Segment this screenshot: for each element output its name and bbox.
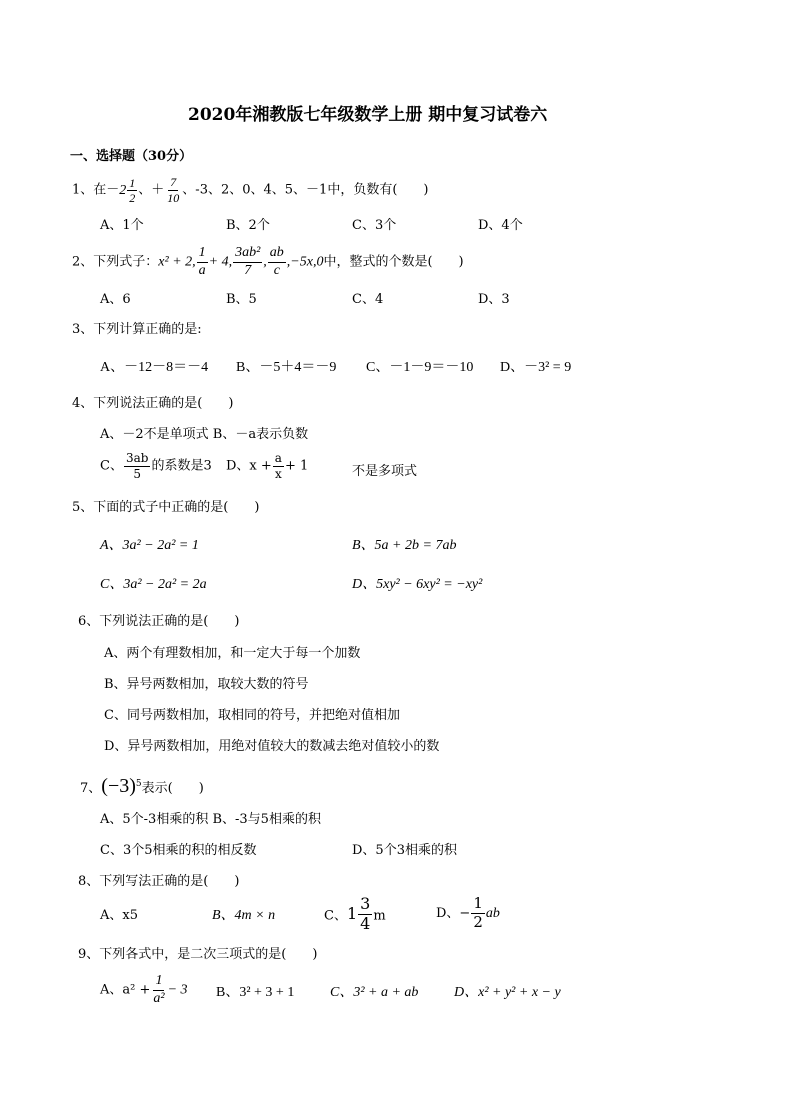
section-heading: 一、选择题（30分） xyxy=(70,149,193,164)
question-6: 6、下列说法正确的是( ) xyxy=(78,614,240,629)
question-5: 5、下面的式子中正确的是( ) xyxy=(72,500,260,515)
q9-a-den: a² xyxy=(153,990,165,1006)
q8-c-num: 3 xyxy=(360,894,371,913)
q1-mixed-number xyxy=(119,177,138,205)
q1-frac1-den: 2 xyxy=(129,191,136,206)
question-3: 3、下列计算正确的是: xyxy=(72,322,202,337)
q1-frac2-num: 7 xyxy=(170,175,177,189)
q1-option-d[interactable]: D、4个 xyxy=(478,218,523,233)
q2-f3-num: ab xyxy=(268,246,286,263)
q8-d-suffix: ab xyxy=(485,905,500,921)
q4-d-tail: 不是多项式 xyxy=(352,464,418,479)
q4-option-d[interactable] xyxy=(226,452,308,480)
q9-a-num: 1 xyxy=(153,974,164,991)
q6-option-c[interactable]: C、同号两数相加，取相同的符号，并把绝对值相加 xyxy=(104,708,400,723)
q2-f2-den: 7 xyxy=(244,262,252,278)
q5-option-b[interactable]: B、5a + 2b = 7ab xyxy=(352,538,457,553)
question-4: 4、下列说法正确的是( ) xyxy=(72,396,234,411)
q4-c-den: 5 xyxy=(133,466,142,481)
q8-c-whole: 1 xyxy=(346,904,358,924)
q7-option-d[interactable]: D、5个3相乘的积 xyxy=(352,843,457,858)
q2-sep: , xyxy=(263,254,267,270)
question-8: 8、下列写法正确的是( ) xyxy=(78,874,240,889)
q3-option-b[interactable]: B、－5＋4＝－9 xyxy=(236,360,337,375)
q9-option-a[interactable] xyxy=(100,974,188,1006)
page-title: 2020年湘教版七年级数学上册 期中复习试卷六 xyxy=(188,105,548,125)
q1-option-b[interactable]: B、2个 xyxy=(226,218,270,233)
q4-c-num: 3ab xyxy=(125,451,149,465)
q8-d-num: 1 xyxy=(473,894,483,912)
q4-d-num: a xyxy=(274,451,282,465)
q1-prefix: 1、在－ xyxy=(72,182,120,198)
q4-option-c[interactable] xyxy=(100,452,212,480)
q5-option-d[interactable]: D、5xy² − 6xy² = −xy² xyxy=(352,577,483,592)
q5-option-c[interactable]: C、3a² − 2a² = 2a xyxy=(100,577,207,592)
q8-c-den: 4 xyxy=(360,913,371,933)
q8-option-d[interactable] xyxy=(436,896,500,931)
q2-option-c[interactable]: C、4 xyxy=(352,292,384,307)
q8-option-a[interactable]: A、x5 xyxy=(100,908,138,923)
q2-f1-num: 1 xyxy=(197,246,208,263)
q1-whole: 2 xyxy=(119,182,127,198)
q8-option-c[interactable] xyxy=(324,896,386,933)
q4-d-prefix: D、x + xyxy=(226,458,272,474)
q9-a-prefix: A、a² + xyxy=(100,982,151,998)
q8-c-prefix: C、 xyxy=(324,908,347,924)
q7-suffix: 表示( ) xyxy=(141,781,204,796)
q6-option-d[interactable]: D、异号两数相加，用绝对值较大的数减去绝对值较小的数 xyxy=(104,739,440,754)
q2-expr-b: + 4, xyxy=(208,254,233,270)
q8-d-prefix: D、− xyxy=(436,905,471,921)
q7-exponent: 5 xyxy=(135,779,142,789)
q6-option-a[interactable]: A、两个有理数相加，和一定大于每一个加数 xyxy=(104,646,361,661)
q2-option-a[interactable]: A、6 xyxy=(100,292,131,307)
q3-option-d[interactable]: D、－3² = 9 xyxy=(500,360,572,375)
q8-c-suffix: m xyxy=(373,908,386,924)
q7-expr: (−3) xyxy=(101,775,136,797)
q2-expr-c: ,−5x,0 xyxy=(286,254,324,270)
q2-option-b[interactable]: B、5 xyxy=(226,292,257,307)
q2-expr-a: x² + 2, xyxy=(158,254,196,270)
question-9: 9、下列各式中，是二次三项式的是( ) xyxy=(78,947,318,962)
q1-option-a[interactable]: A、1个 xyxy=(100,218,144,233)
q8-option-b[interactable]: B、4m × n xyxy=(212,908,276,923)
q2-f2-num: 3ab² xyxy=(233,246,262,263)
q2-suffix: 中，整式的个数是( ) xyxy=(323,254,464,270)
q4-options-ab[interactable]: A、－2不是单项式 B、－a表示负数 xyxy=(100,427,309,442)
q3-option-a[interactable]: A、－12－8＝－4 xyxy=(100,360,209,375)
q1-frac2-den: 10 xyxy=(167,190,180,205)
question-1 xyxy=(72,176,428,205)
question-2 xyxy=(72,246,464,278)
q4-c-prefix: C、 xyxy=(100,458,123,474)
q2-prefix: 2、下列式子： xyxy=(72,254,159,270)
q4-c-suffix: 的系数是3 xyxy=(151,458,212,474)
q9-option-c[interactable]: C、3² + a + ab xyxy=(330,985,419,1000)
q1-option-c[interactable]: C、3个 xyxy=(352,218,397,233)
q2-f1-den: a xyxy=(198,262,206,278)
q1-suffix: 、-3、2、0、4、5、－1中，负数有( ) xyxy=(182,182,429,198)
q6-option-b[interactable]: B、异号两数相加，取较大数的符号 xyxy=(104,677,309,692)
q7-prefix: 7、 xyxy=(80,781,102,796)
q9-option-d[interactable]: D、x² + y² + x − y xyxy=(454,985,561,1000)
q4-d-den: x xyxy=(274,466,282,481)
q2-f3-den: c xyxy=(273,262,280,278)
q7-option-c[interactable]: C、3个5相乘的积的相反数 xyxy=(100,843,257,858)
q1-frac1-num: 1 xyxy=(129,175,136,190)
q8-d-den: 2 xyxy=(473,912,483,931)
q3-option-c[interactable]: C、－1－9＝－10 xyxy=(366,360,474,375)
question-7 xyxy=(80,776,204,796)
q9-a-suffix: − 3 xyxy=(167,982,188,998)
q2-option-d[interactable]: D、3 xyxy=(478,292,510,307)
q7-options-ab[interactable]: A、5个-3相乘的积 B、-3与5相乘的积 xyxy=(100,812,321,827)
q4-d-suffix: + 1 xyxy=(284,458,309,474)
q9-option-b[interactable]: B、3² + 3 + 1 xyxy=(216,985,295,1000)
q1-mid: 、＋ xyxy=(138,182,165,198)
q5-option-a[interactable]: A、3a² − 2a² = 1 xyxy=(100,538,199,553)
